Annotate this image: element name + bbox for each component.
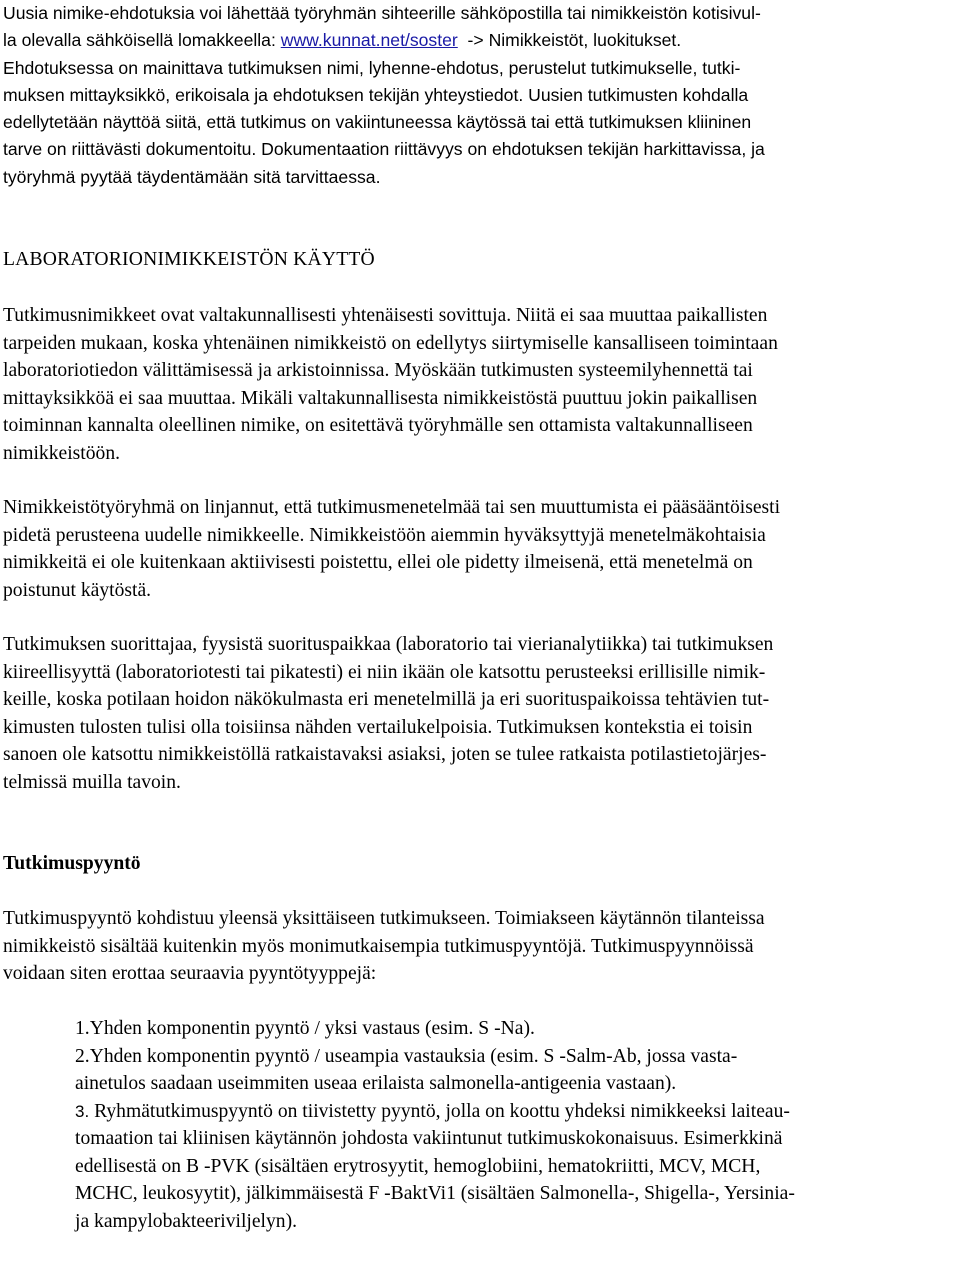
- paragraph-line: mittayksikköä ei saa muuttaa. Mikäli valtakunnallisesta nimikkeistöstä puuttuu jokin paikallisen: [3, 387, 758, 409]
- intro-text: Uusien tutkimusten kohdalla: [523, 84, 749, 105]
- paragraph-line: Tutkimuksen suorittajaa, fyysistä suorituspaikkaa (laboratorio tai vierianalytiikka) tai tutkimuksen: [3, 634, 774, 655]
- list-number: 2.: [75, 1045, 90, 1067]
- paragraph-line: tarpeiden mukaan, koska yhtenäinen nimikkeistö on edellytys siirtymiselle kansalliseen toimintaan: [3, 332, 778, 354]
- paragraph-line: nimikkeitä ei ole kuitenkaan aktiivisesti poistettu, ellei ole pidetty ilmeisenä, että menetelmä on: [3, 552, 753, 573]
- intro-line: Uusia nimike-ehdotuksia voi lähettää työryhmän sihteerille sähköpostilla tai nimikkeistön kotisivul-: [3, 3, 761, 23]
- paragraph-line: keille, koska potilaan hoidon näkökulmasta eri menetelmillä ja eri suorituspaikoissa tehtävien tut-: [3, 689, 770, 710]
- intro-text: muksen mittayksikkö, erikoisala ja ehdotuksen tekijän yhteystiedot.: [3, 84, 524, 105]
- list-text: Yhden komponentin pyyntö / yksi vastaus (esim. S -Na).: [89, 1018, 535, 1039]
- intro-paragraph: [3, 0, 765, 191]
- paragraph-line: Nimikkeistötyöryhmä on linjannut, että tutkimusmenetelmää tai sen muuttumista ei pääsääntöisesti: [3, 497, 781, 518]
- paragraph-method-policy: [3, 494, 780, 604]
- list-item-line: [75, 1043, 955, 1071]
- list-item-line: tomaation tai kliinisen käytännön johdosta vakiintunut tutkimuskokonaisuus. Esimerkkinä: [75, 1128, 783, 1149]
- list-item-line: edellisestä on B -PVK (sisältäen erytrosyytit, hemoglobiini, hematokriitti, MCV, MCH,: [75, 1155, 761, 1177]
- section-heading-usage: LABORATORIONIMIKKEISTÖN KÄYTTÖ: [3, 249, 375, 270]
- list-item-line: ainetulos saadaan useimmiten useaa erilaista salmonella-antigeenia vastaan).: [75, 1073, 677, 1094]
- paragraph-line: laboratoriotiedon välittämisessä ja arkistoinnissa. Myöskään tutkimusten systeemilyhennettä tai: [3, 360, 753, 381]
- intro-line: työryhmä pyytää täydentämään sitä tarvittaessa.: [3, 166, 381, 187]
- intro-text: Dokumentaation riittävyys on ehdotuksen tekijän harkittavissa, ja: [256, 139, 765, 160]
- paragraph-line: nimikkeistöön.: [3, 442, 121, 464]
- paragraph-line: pidetä perusteena uudelle nimikkeelle. Nimikkeistöön aiemmin hyväksyttyjä menetelmäkohtaisia: [3, 524, 766, 546]
- intro-text: -> Nimikkeistöt, luokitukset.: [457, 30, 682, 51]
- request-type-list: [75, 1015, 955, 1235]
- list-item-line: MCHC, leukosyytit), jälkimmäisestä F -BaktVi1 (sisältäen Salmonella-, Shigella-, Yersinia-: [75, 1183, 795, 1204]
- intro-line: [3, 27, 765, 54]
- list-number: 1.: [75, 1018, 90, 1039]
- list-number: 3.: [75, 1101, 90, 1121]
- paragraph-context: [3, 631, 773, 796]
- intro-line: Ehdotuksessa on mainittava tutkimuksen nimi, lyhenne-ehdotus, perustelut tutkimukselle, tutki-: [3, 57, 741, 78]
- list-item: [75, 1098, 955, 1236]
- list-item: [75, 1043, 955, 1098]
- intro-line: edellytetään näyttöä siitä, että tutkimus on vakiintuneessa käytössä tai että tutkimuksen kliininen: [3, 112, 752, 133]
- list-item-line: ja kampylobakteeriviljelyn).: [75, 1210, 297, 1232]
- paragraph-request-intro: [3, 905, 765, 988]
- paragraph-line: telmissä muilla tavoin.: [3, 771, 181, 793]
- list-item-line: [75, 1015, 955, 1043]
- paragraph-line: Tutkimuspyyntö kohdistuu yleensä yksittäiseen tutkimukseen. Toimiakseen käytännön tilanteissa: [3, 908, 765, 929]
- section-heading-request: Tutkimuspyyntö: [3, 853, 141, 874]
- paragraph-line: kimusten tulosten tulisi olla toisiinsa nähden vertailukelpoisia. Tutkimuksen kontekstia ei toisin: [3, 716, 753, 738]
- paragraph-line: kiireellisyyttä (laboratoriotesti tai pikatesti) ei niin ikään ole katsottu perusteeksi erillisille nimik-: [3, 661, 766, 683]
- paragraph-line: toiminnan kannalta oleellinen nimike, on esitettävä työryhmälle sen ottamista valtakunnalliseen: [3, 415, 753, 436]
- intro-line: [3, 82, 765, 109]
- list-text: Yhden komponentin pyyntö / useampia vastauksia (esim. S -Salm-Ab, jossa vasta-: [89, 1045, 738, 1067]
- paragraph-line: poistunut käytöstä.: [3, 579, 152, 601]
- list-text: Ryhmätutkimuspyyntö on tiivistetty pyyntö, jolla on koottu yhdeksi nimikkeeksi laiteau-: [89, 1100, 790, 1122]
- intro-text: tarve on riittävästi dokumentoitu.: [3, 139, 257, 160]
- website-link[interactable]: www.kunnat.net/soster: [280, 30, 458, 51]
- list-item: [75, 1015, 955, 1043]
- paragraph-nomenclature-rules: [3, 302, 778, 467]
- intro-text: la olevalla sähköisellä lomakkeella:: [3, 30, 281, 51]
- paragraph-line: Tutkimusnimikkeet ovat valtakunnallisesti yhtenäisesti sovittuja. Niitä ei saa muuttaa paikallisten: [3, 305, 768, 326]
- paragraph-line: voidaan siten erottaa seuraavia pyyntötyyppejä:: [3, 963, 377, 984]
- paragraph-line: sanoen ole katsottu nimikkeistöllä ratkaistavaksi asiaksi, joten se tulee ratkaista potilastietojärjes-: [3, 744, 767, 765]
- intro-line: [3, 136, 765, 163]
- paragraph-line: nimikkeistö sisältää kuitenkin myös monimutkaisempia tutkimuspyyntöjä. Tutkimuspyynnöissä: [3, 935, 754, 957]
- list-item-line: [75, 1098, 955, 1126]
